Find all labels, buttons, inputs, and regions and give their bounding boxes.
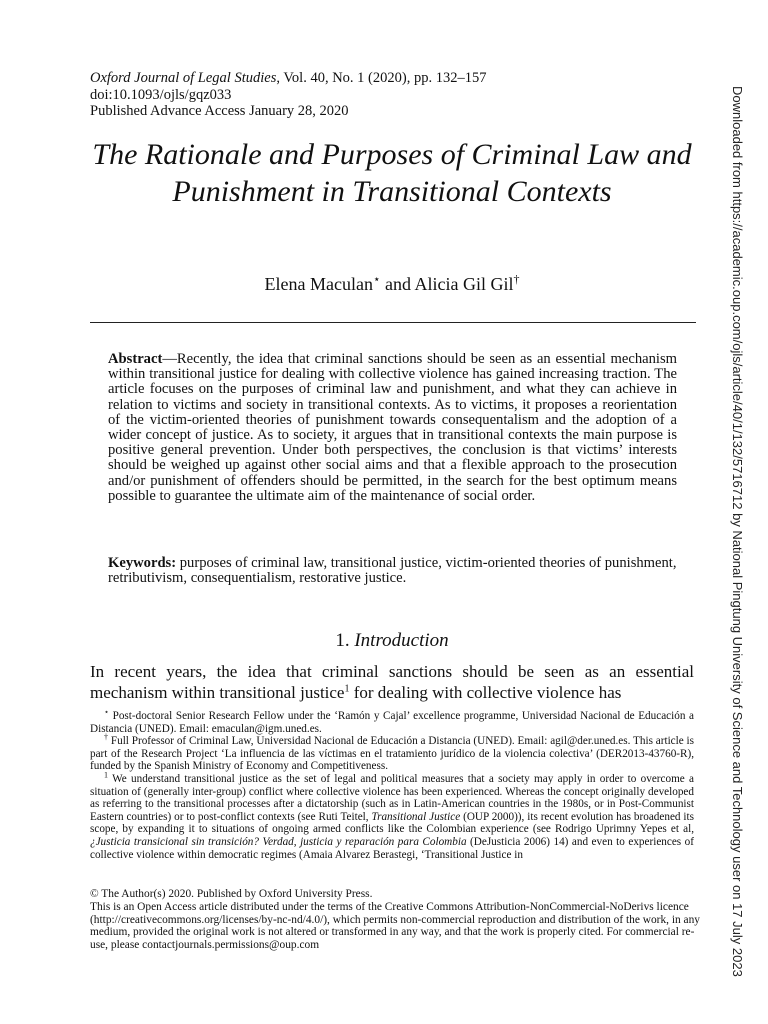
article-header [90, 70, 486, 120]
abstract-text: —Recently, the idea that criminal sanctions should be seen as an essential mechanism within transitional justice for dealing with collective violence has gained increasing traction. The article focuses on the purposes of criminal law and punishment, and what they can achieve in relation to victims and society in transitional contexts. As to victims, it proposes a reorientation of the victim-oriented theories of punishment towards consequentalism and the adoption of a wider concept of justice. As to society, it argues that in transitional contexts the main purpose is positive general prevention. Under both perspectives, the conclusion is that victims’ interests should be weighed up against other social aims and that a flexible approach to the prosecution and/or punishment of offenders should be permitted, in the search for the best optimum means possible to guarantee the ultimate aim of the maintenance of social order. [108, 351, 677, 504]
author-joiner: and [380, 274, 415, 294]
body-paragraph [90, 662, 694, 703]
citation-line [90, 70, 486, 87]
keywords-text: purposes of criminal law, transitional justice, victim-oriented theories of punishment, retributivism, consequentialism, restorative justice. [108, 555, 677, 587]
footnote-1-italic-title-1: Transitional Justice [371, 810, 461, 823]
author-line [90, 272, 694, 295]
doi-line[interactable]: doi:10.1093/ojls/gqz033 [90, 86, 232, 103]
body-text-a: In recent years, the idea that criminal sanctions should be seen as an essential mechanism within transitional justice [90, 662, 694, 702]
author-maculan: Elena Maculan [264, 274, 373, 294]
footnote-star-mark: ⋆ [104, 707, 110, 717]
body-text-b: for dealing with collective violence has [349, 682, 622, 702]
footnote-1-italic-title-2: ¿Justicia transicional sin transición? Verdad, justicia y reparación para Colombia [90, 835, 467, 848]
license-text: This is an Open Access article distributed under the terms of the Creative Commons Attribution-NonCommercial-NoDerivs licence (http://creativecommons.org/licenses/by-nc-nd/4.0/), which permits non-commercial reproduction and distribution of the work, in any medium, provided the original work is not altered or transformed in any way, and that the work is properly cited. For commercial re-use, please contactjournals.permissions@oup.com [90, 900, 700, 952]
copyright-notice [90, 888, 700, 952]
copyright-line: © The Author(s) 2020. Published by Oxford University Press. [90, 888, 373, 900]
footnote-1-mark: 1 [104, 770, 108, 780]
author-dagger-mark: † [513, 272, 520, 286]
published-line: Published Advance Access January 28, 2020 [90, 103, 349, 119]
footnotes [90, 707, 695, 861]
footnote-star-text: Post-doctoral Senior Research Fellow under the ‘Ramón y Cajal’ excellence programme, Universidad Nacional de Educación a Distancia (UNED). Email: emaculan@igm.uned.es. [90, 710, 694, 735]
author-gil: Alicia Gil Gil [414, 274, 514, 294]
article-title: The Rationale and Purposes of Criminal Law and Punishment in Transitional Contexts [92, 138, 692, 208]
abstract [108, 352, 677, 504]
section-heading [90, 630, 694, 652]
journal-name: Oxford Journal of Legal Studies [90, 70, 277, 86]
footnote-ref-1[interactable]: 1 [344, 682, 350, 694]
footnote-1-text-a: We understand transitional justice as the set of legal and political measures that a society may apply in order to overcome a situation of (generally inter-group) conflict where collective violence has been experienced. Whereas the concept originally developed as referring to the transitional processes after a dictatorship (such as in Latin-American countries in the 1980s, or in Post-Communist Eastern countries) or to post-conflict contexts (see Ruti Teitel, [90, 772, 694, 823]
author-star-mark: ⋆ [372, 272, 381, 286]
footnote-1-text-c: (DeJusticia 2006) 14) and even to experiences of collective violence within democratic regimes (Amaia Alvarez Berastegi, ‘Transitional Justice in [90, 835, 694, 861]
section-title: Introduction [354, 630, 449, 651]
keywords [108, 556, 677, 586]
title-divider [90, 322, 696, 323]
keywords-label: Keywords: [108, 555, 177, 571]
download-watermark: Downloaded from https://academic.oup.com/ojls/article/40/1/132/5716712 by National Pingtung University of Science and Technology user on 17 July 2023 [730, 86, 745, 977]
footnote-dagger-text: Full Professor of Criminal Law, Universidad Nacional de Educación a Distancia (UNED). Email: agil@der.uned.es. This article is part of the Research Project ‘La influencia de las víctimas en el tratamiento jurídico de la violencia colectiva’ (DER2013-43760-R), funded by the Spanish Ministry of Economy and Competitiveness. [90, 735, 695, 773]
footnote-1-text-b: (OUP 2000)), its recent evolution has broadened its scope, by expanding it to situations of ongoing armed conflicts like the Colombian experience (see Rodrigo Uprimny Yepes et al, [90, 810, 694, 836]
volume-info: , Vol. 40, No. 1 (2020), pp. 132–157 [276, 70, 487, 86]
footnote-dagger [90, 732, 695, 773]
footnote-dagger-mark: † [104, 732, 109, 742]
footnote-1 [90, 770, 694, 861]
abstract-label: Abstract [108, 351, 163, 367]
footnote-star [90, 707, 694, 735]
section-number: 1. [335, 630, 350, 651]
